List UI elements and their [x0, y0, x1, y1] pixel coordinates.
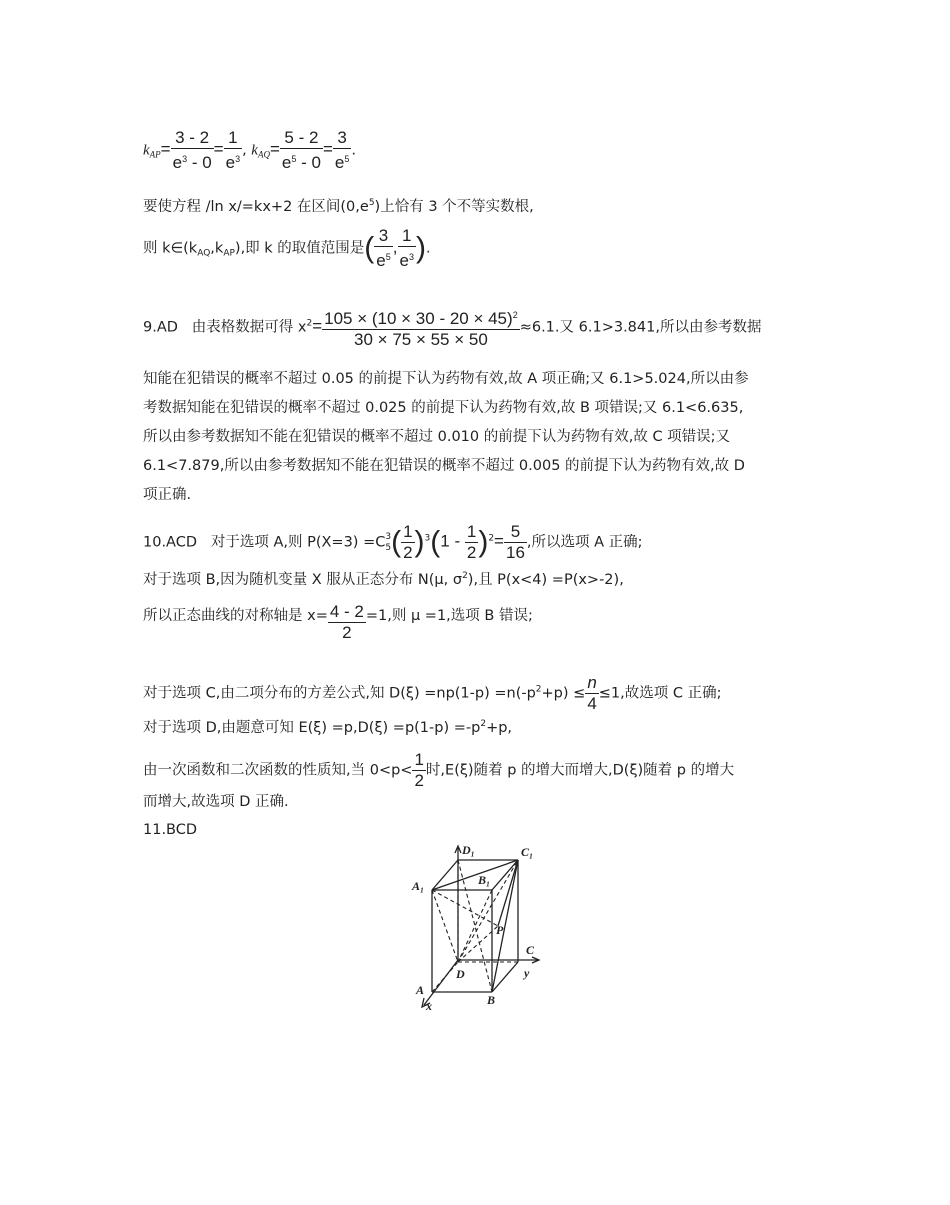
q10-b2-den: 2	[328, 622, 366, 643]
kap-den-rest: - 0	[187, 153, 212, 172]
kap-numerator: 3 - 2	[175, 128, 210, 147]
q10-c-den: 4	[587, 694, 597, 713]
q10-a-one: 1 -	[440, 531, 465, 551]
equation-condition-line	[143, 193, 534, 217]
kaq-result-exp: 5	[344, 154, 350, 164]
q10-c-num: n	[587, 673, 597, 692]
q10-a-res-den: 16	[505, 543, 525, 562]
q10-a-c-sub: 5	[385, 542, 392, 553]
kaq-fraction	[280, 128, 323, 173]
q10-b2-pre: 所以正态曲线的对称轴是 x=	[143, 608, 328, 624]
kaq-numerator: 5 - 2	[284, 128, 319, 147]
q10-b2-post: =1,则 μ =1,选项 B 错误;	[365, 608, 533, 624]
kaq-subscript: AQ	[257, 149, 270, 160]
kaq-symbol: k	[251, 142, 258, 159]
range-sub-ap: AP	[223, 248, 235, 259]
k-range-line: 则 $k\in(k_{AQ},k_{AP})$,即 k 的取值范围是( $\frac{3}{e^5}$ , $\frac{1}{e^3}$ ).	[143, 226, 431, 270]
kaq-result-num: 3	[337, 128, 347, 147]
kap-result	[224, 128, 242, 173]
q9-para-4: 6.1<7.879,所以由参考数据知不能在犯错误的概率不超过 0.005 的前提下认为药物有效,故 D	[143, 458, 745, 474]
range-f1-den	[374, 246, 392, 271]
range-sub-aq: AQ	[197, 248, 211, 259]
q10-option-c	[143, 673, 722, 714]
q10-d2-fraction	[412, 750, 425, 791]
label-c: C	[526, 943, 535, 957]
q10-a-exp2: 2	[488, 533, 495, 544]
q10-b1-pre: 对于选项 B,因为随机变量 X 服从正态分布 N(μ, σ	[143, 572, 463, 588]
q9-para-2: 考数据知能在犯错误的概率不超过 0.025 的前提下认为药物有效,故 B 项错误;又 6.1<6.635,	[143, 400, 744, 416]
label-b: B	[487, 993, 496, 1007]
q10-c-mid: +p) ≤	[541, 685, 586, 702]
q9-pre: 由表格数据可得 x	[191, 319, 307, 336]
label-b1: B₁	[478, 873, 491, 887]
range-pre: 则 k∈(k	[143, 240, 198, 257]
range-fraction-1	[374, 226, 392, 271]
q9-formula-line: 9.AD 由表格数据可得 $x^2=$ $\frac{105 \times (10 \times 30 - 20 \times 45)^2}{30 \times 75 \times 55 \times 50}$ ≈6.1.又 6.1>3.841,所以由参考数据	[143, 305, 761, 350]
q9-post: ≈6.1.又 6.1>3.841,所以由参考数据	[519, 319, 762, 336]
q10-a-eq: =	[494, 531, 504, 551]
q10-d2-pre: 由一次函数和二次函数的性质知,当 0<p<	[143, 762, 413, 779]
q10-label: 10.ACD	[143, 534, 198, 551]
q10-c-exp: 2	[535, 684, 542, 695]
range-f2-num: 1	[402, 226, 412, 245]
kaq-denominator	[280, 148, 323, 173]
label-y: y	[524, 966, 530, 980]
q10-a-exp1: 3	[424, 533, 431, 544]
q10-c-post: ≤1,故选项 C 正确;	[598, 685, 722, 702]
range-f1-exp: 5	[385, 252, 391, 262]
slope-line: $k_{AP}=$ $\frac{3 - 2}{e^3 - 0}$ = $\frac{1}{e^3}$ , $k_{AQ}=$ $\frac{5 - 2}{e^5 - 0}$ = $\frac{3}{e^5}$ .	[143, 128, 356, 172]
q10-d2-den: 2	[414, 771, 424, 790]
kap-den-exp: 3	[182, 154, 188, 164]
kap-symbol: k	[143, 142, 150, 159]
kap-result-num: 1	[228, 128, 238, 147]
q9-num-text: 105 × (10 × 30 - 20 × 45)	[324, 309, 513, 328]
q9-label: 9.AD	[143, 319, 178, 336]
q10-d2-post: 时,E(ξ)随着 p 的增大而增大,D(ξ)随着 p 的增大	[425, 762, 735, 779]
label-c1: C₁	[521, 845, 534, 859]
q10-a-half-den: 2	[403, 543, 413, 562]
q10-a-result	[504, 522, 527, 563]
q10-a-half2-den: 2	[466, 543, 477, 562]
q9-numerator	[322, 305, 520, 329]
range-end: .	[426, 240, 431, 257]
q10-option-d-2	[143, 750, 734, 791]
q9-chi-fraction	[322, 305, 520, 350]
q10-option-b-1	[143, 566, 624, 590]
q10-a-post: ,所以选项 A 正确;	[526, 534, 643, 551]
range-f1-num: 3	[378, 226, 389, 245]
range-f2-den	[398, 246, 416, 271]
q10-c-pre: 对于选项 C,由二项分布的方差公式,知 D(ξ) =np(1-p) =n(-p	[143, 685, 536, 702]
q10-a-res-num: 5	[510, 522, 521, 541]
q10-c-fraction	[585, 673, 598, 714]
kap-subscript: AP	[149, 149, 161, 160]
kaq-den-base: e	[281, 153, 292, 172]
kaq-result-den	[333, 148, 351, 173]
q10-a-c-sup: 3	[385, 531, 392, 542]
q10-d1-pre: 对于选项 D,由题意可知 E(ξ) =p,D(ξ) =p(1-p) =-p	[143, 720, 481, 736]
q9-para-5: 项正确.	[143, 487, 192, 503]
kaq-result-base: e	[334, 153, 345, 172]
range-f1-base: e	[376, 251, 386, 270]
kap-result-exp: 3	[235, 154, 241, 164]
kap-den-base: e	[172, 153, 183, 172]
q9-chi-exp: 2	[306, 318, 313, 329]
kap-result-base: e	[225, 153, 236, 172]
equation-exp: 5	[368, 198, 375, 208]
q9-denominator: 30 × 75 × 55 × 50	[322, 329, 520, 350]
kaq-result	[333, 128, 351, 173]
q10-option-d-1	[143, 714, 512, 738]
range-mid: ,k	[210, 240, 224, 257]
q10-option-d-3: 而增大,故选项 D 正确.	[143, 794, 289, 810]
prism-figure	[410, 840, 550, 1020]
kap-result-den	[224, 148, 242, 173]
range-f2-exp: 3	[408, 252, 414, 262]
kaq-den-exp: 5	[291, 154, 297, 164]
q10-d2-num: 1	[414, 750, 424, 769]
q9-para-1: 知能在犯错误的概率不超过 0.05 的前提下认为药物有效,故 A 项正确;又 6.1>5.024,所以由参	[143, 371, 749, 387]
q10-option-a: 10.ACD 对于选项 A,则 P(X=3) =C 3 5 ( $\frac{1}{2}$ )$^3$(1 - $\frac{1}{2}$ )$^2$= $\frac{5}{16}$ ,所以选项 A 正确;	[143, 522, 643, 562]
label-d: D	[456, 967, 465, 981]
range-post: ),即 k 的取值范围是	[234, 240, 365, 257]
q9-num-exp: 2	[512, 310, 518, 320]
q10-a-pre: 对于选项 A,则 P(X=3) =C	[210, 534, 386, 551]
range-f2-base: e	[399, 251, 409, 270]
kap-denominator	[171, 148, 214, 173]
label-a: A	[416, 983, 425, 997]
q9-para-3: 所以由参考数据知不能在犯错误的概率不超过 0.010 的前提下认为药物有效,故 C 项错误;又	[143, 429, 731, 445]
label-x: x	[426, 999, 432, 1013]
q10-b2-num: 4 - 2	[329, 602, 364, 621]
q10-a-half2-num: 1	[466, 522, 477, 541]
label-d1: D₁	[462, 843, 475, 857]
q10-d1-post: +p,	[486, 720, 513, 736]
kaq-den-rest: - 0	[296, 153, 321, 172]
q10-a-half-num: 1	[403, 522, 413, 541]
equation-pre: 要使方程 /ln x/=kx+2 在区间(0,e	[143, 199, 369, 215]
kap-fraction	[171, 128, 214, 173]
label-a1: A₁	[412, 879, 425, 893]
q10-a-half-2	[465, 522, 478, 563]
q10-a-half	[401, 522, 414, 563]
equation-post: )上恰有 3 个不等实数根,	[374, 199, 534, 215]
q10-option-b-2	[143, 602, 533, 643]
q11-label: 11.BCD	[143, 822, 198, 838]
q10-b1-post: ),且 P(x<4) =P(x>-2),	[467, 572, 624, 588]
q10-b2-fraction	[328, 602, 366, 643]
q10-b1-exp: 2	[462, 571, 468, 581]
label-p: P	[496, 923, 504, 937]
q10-d1-exp: 2	[480, 719, 487, 729]
range-fraction-2	[398, 226, 416, 271]
